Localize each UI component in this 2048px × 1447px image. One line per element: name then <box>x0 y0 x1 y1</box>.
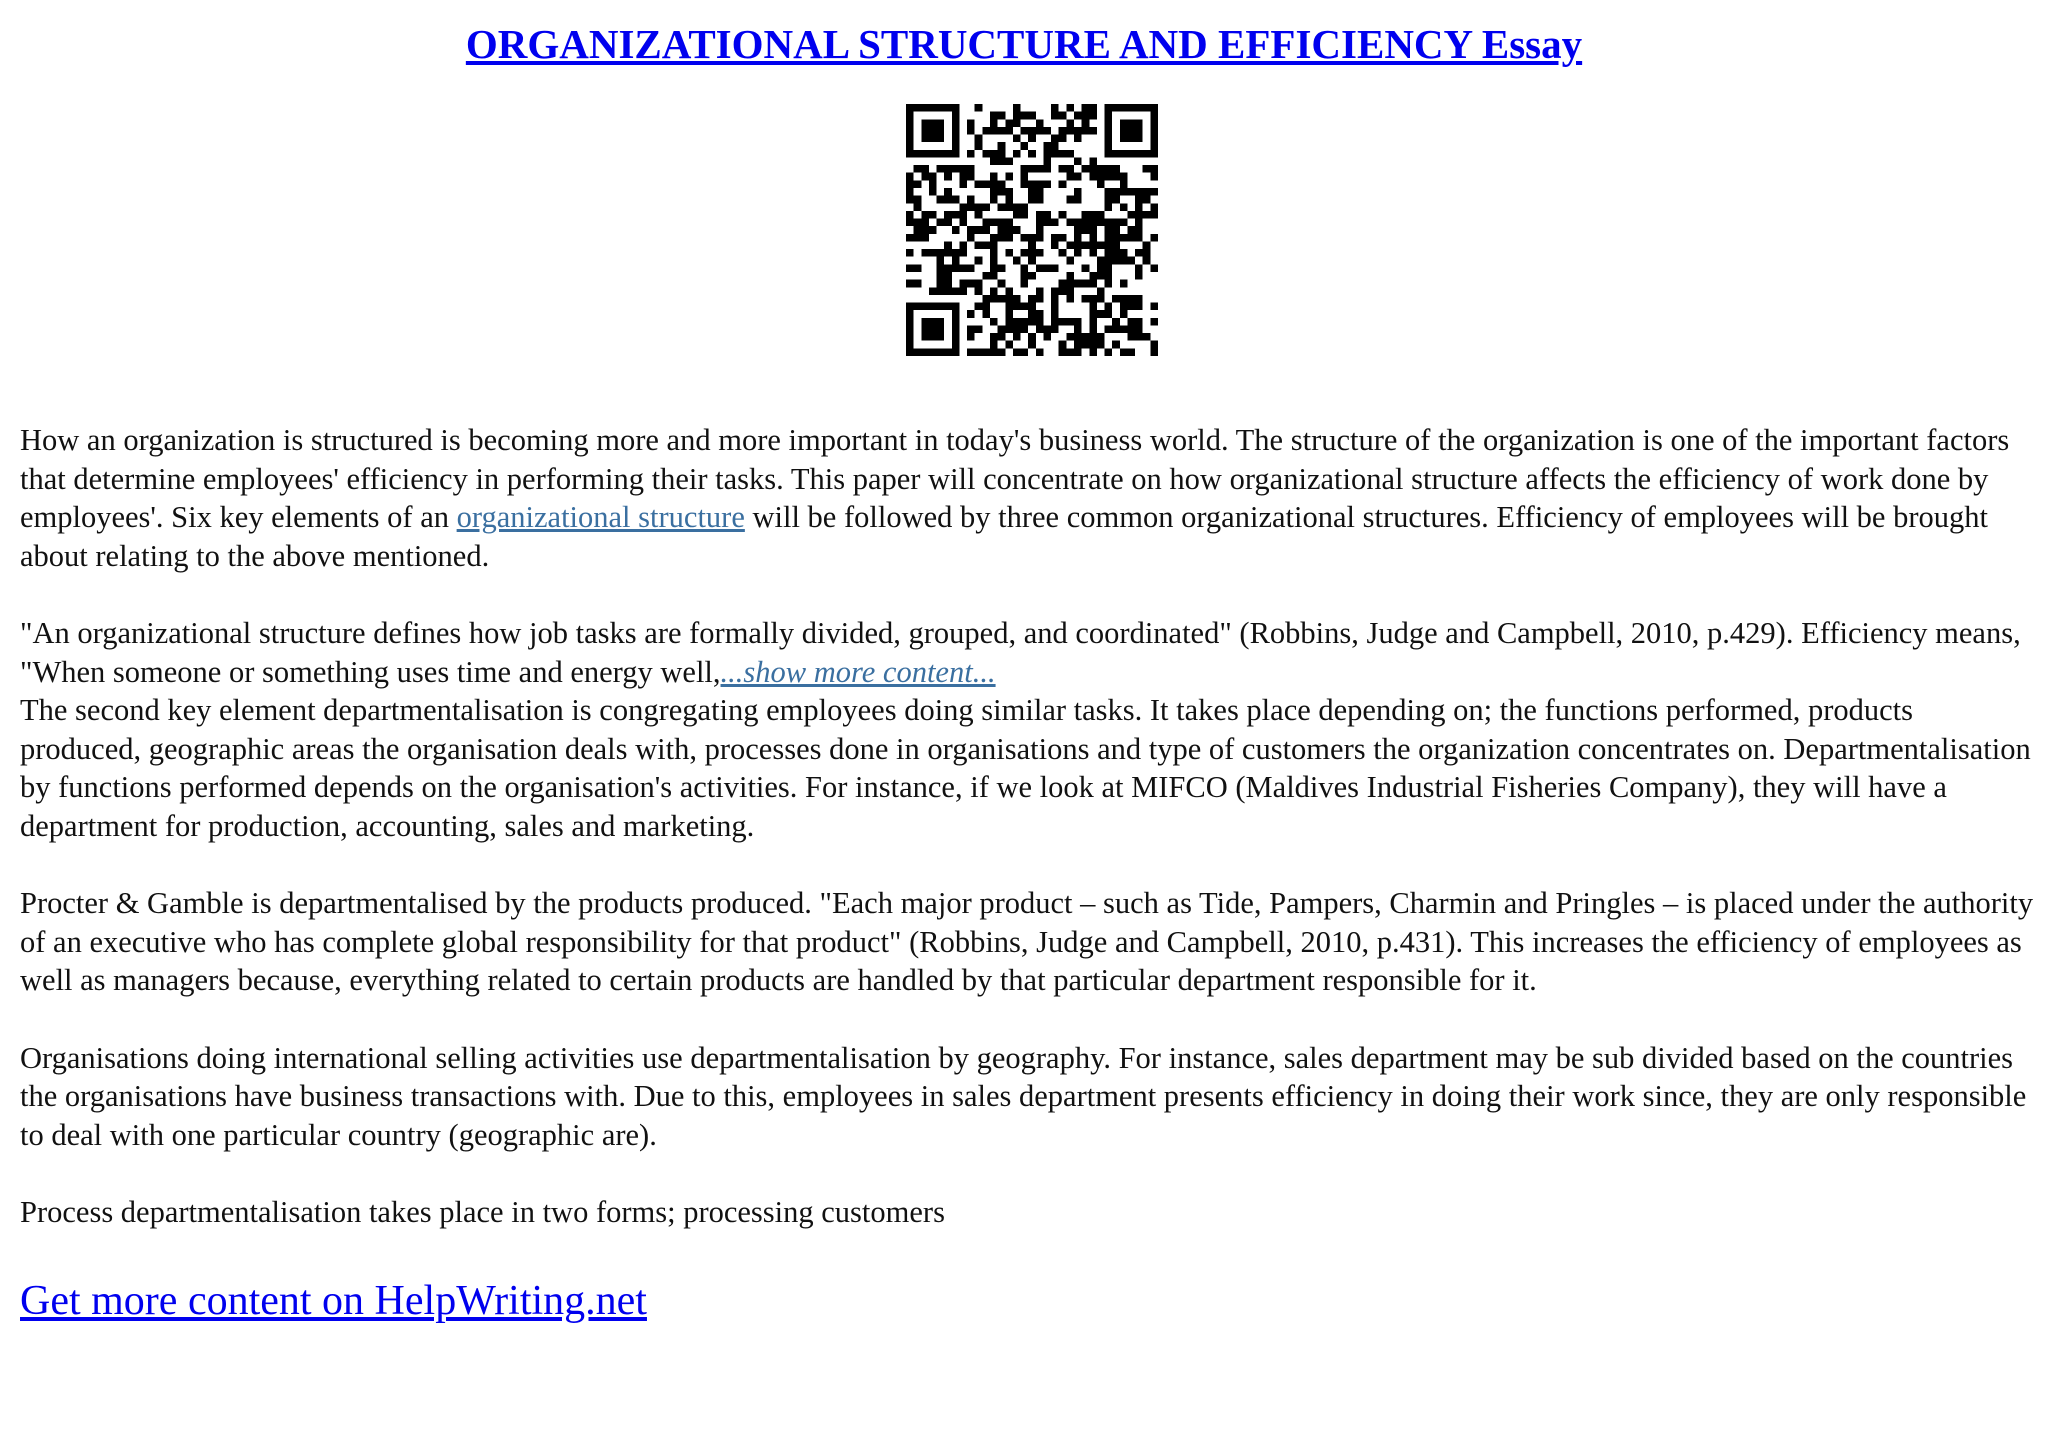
paragraph-geography: Organisations doing international selling activities use departmentalisation by geography. For instance, sales department may be sub divided based on the countries the organisations have business transactions with. Due to this, employees in sales department presents efficiency in doing their work since, they are only responsible to deal with one particular country (geographic are). <box>20 1040 2027 1152</box>
paragraph-intro-text: How an organization is structured is becoming more and more important in today's business world. The structure of the organization is one of the important factors that determine employees' efficiency in performing their tasks. This paper will concentrate on how organizational structure affects the efficiency of work done by employees'. Six key elements of an <box>20 423 2010 535</box>
title-link[interactable]: ORGANIZATIONAL STRUCTURE AND EFFICIENCY Essay <box>465 21 1583 67</box>
paragraph-departmentalisation: The second key element departmentalisation is congregating employees doing similar tasks. It takes place depending on; the functions performed, products produced, geographic areas the organisation deals with, processes done in organisations and type of customers the organization concentrates on. Departmentalisation by functions performed depends on the organisation's activities. For instance, if we look at MIFCO (Maldives Industrial Fisheries Company), they will have a department for production, accounting, sales and marketing. <box>20 693 2031 843</box>
paragraph-procter-gamble: Procter & Gamble is departmentalised by the products produced. "Each major product – such as Tide, Pampers, Charmin and Pringles – is placed under the authority of an executive who has complete global responsibility for that product" (Robbins, Judge and Campbell, 2010, p.431). This increases the efficiency of employees as well as managers because, everything related to certain products are handled by that particular department responsible for it. <box>20 886 2034 998</box>
qr-code-icon <box>906 104 1158 356</box>
paragraph-definition <box>20 614 2036 691</box>
show-more-content-link[interactable]: ...show more content... <box>720 654 996 689</box>
paragraph-definition-text: "An organizational structure defines how job tasks are formally divided, grouped, and coordinated" (Robbins, Judge and Campbell, 2010, p.429). Efficiency means, "When someone or something uses time and energy well, <box>20 615 2021 689</box>
organizational-structure-link[interactable]: organizational structure <box>456 500 745 535</box>
get-more-content-link[interactable]: Get more content on HelpWriting.net <box>20 1278 647 1324</box>
paragraph-intro-text-end: will be followed by three common organizational structures. Efficiency of employees will be brought about relating to the above mentioned. <box>20 500 1988 573</box>
essay-body <box>20 421 2036 1270</box>
paragraph-intro <box>20 421 2036 575</box>
page-title <box>0 18 2048 70</box>
paragraph-process: Process departmentalisation takes place in two forms; processing customers <box>20 1194 945 1229</box>
